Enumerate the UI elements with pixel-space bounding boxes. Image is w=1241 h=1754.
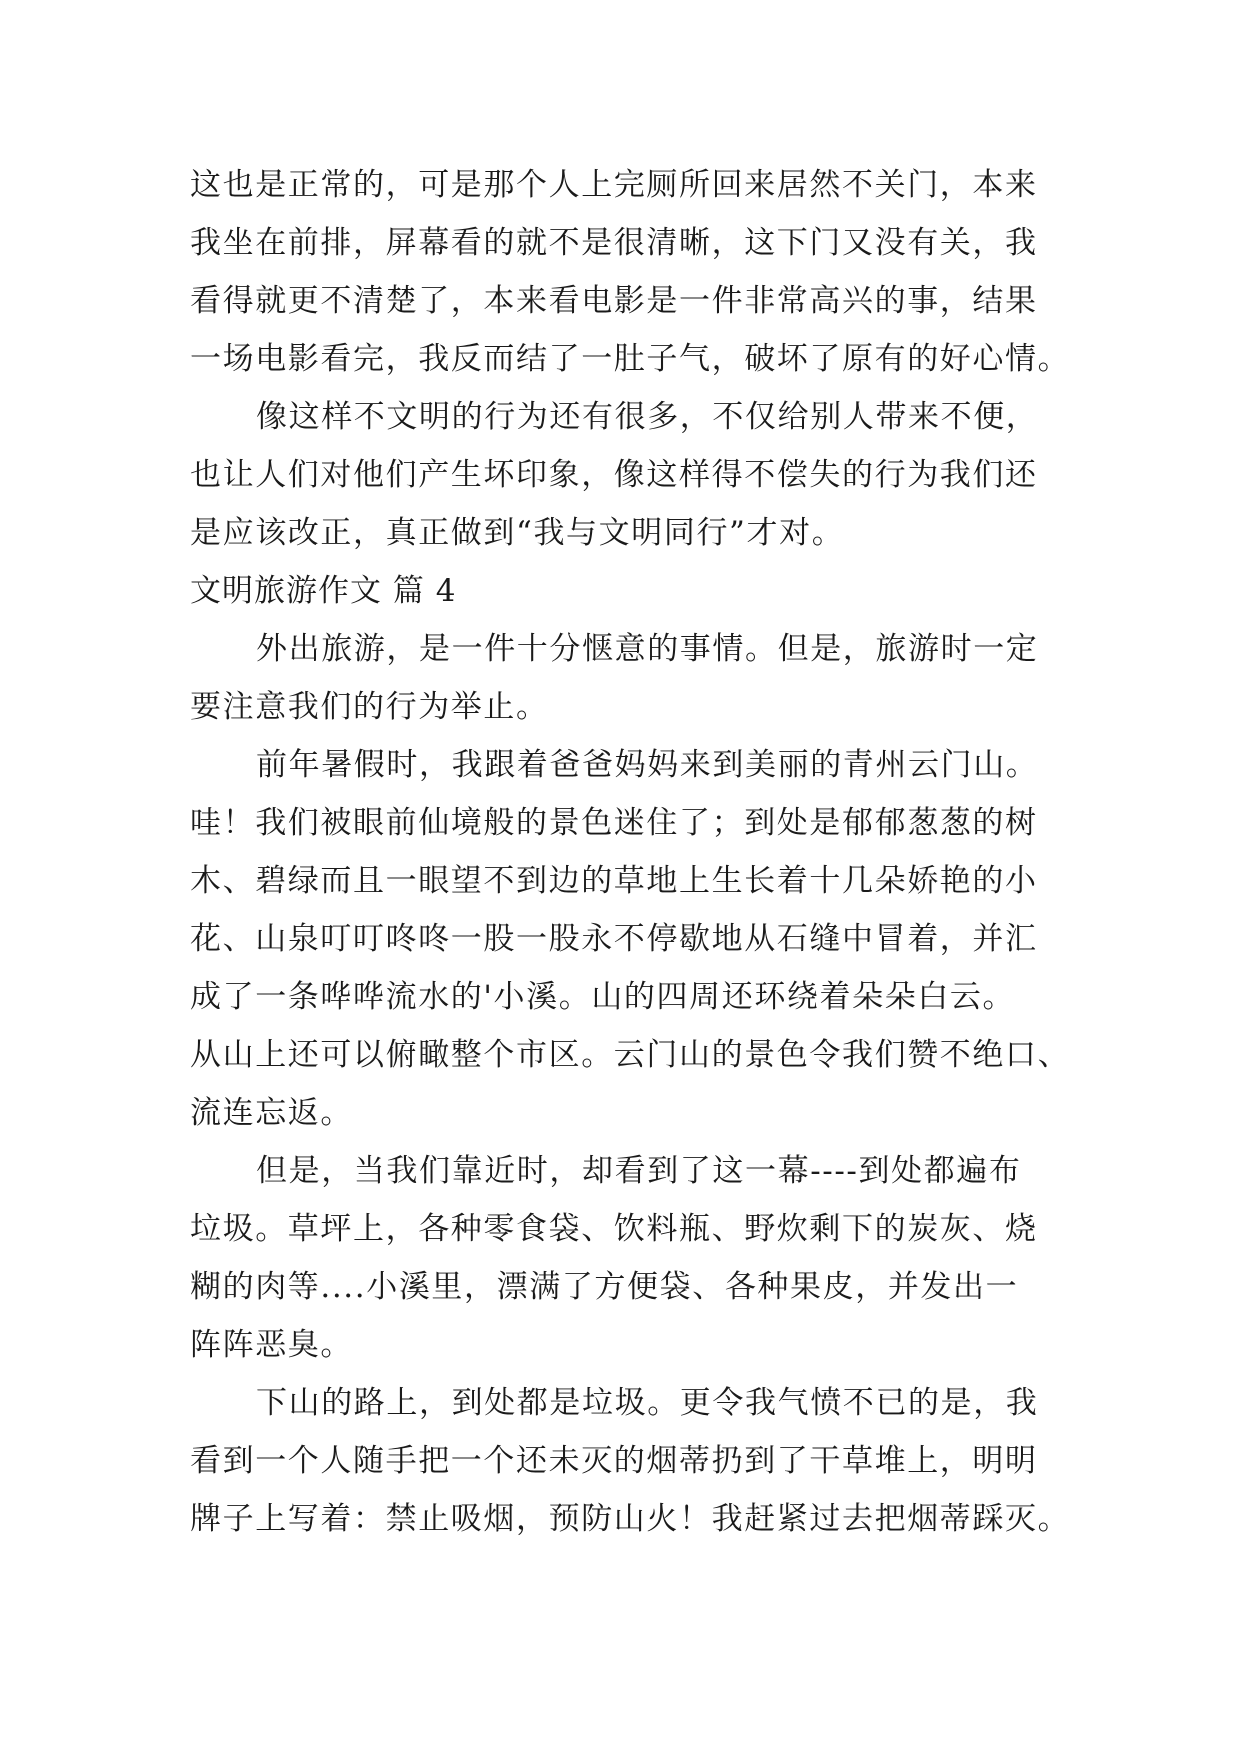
paragraph-start-line: 像这样不文明的行为还有很多，不仅给别人带来不便， (256, 399, 1039, 435)
text-line: 成了一条哗哗流水的'小溪。山的四周还环绕着朵朵白云。 (190, 979, 1016, 1015)
text-line: 看得就更不清楚了，本来看电影是一件非常高兴的事，结果 (190, 283, 1038, 319)
text-line: 花、山泉叮叮咚咚一股一股永不停歇地从石缝中冒着，并汇 (190, 921, 1038, 957)
text-line: 从山上还可以俯瞰整个市区。云门山的景色令我们赞不绝口、 (190, 1037, 1071, 1073)
text-line: 是应该改正，真正做到“我与文明同行”才对。 (190, 515, 845, 551)
document-body (190, 156, 1071, 1548)
paragraph-start-line: 外出旅游，是一件十分惬意的事情。但是，旅游时一定 (256, 631, 1039, 667)
paragraph-start-line: 前年暑假时，我跟着爸爸妈妈来到美丽的青州云门山。 (256, 747, 1039, 783)
text-line: 垃圾。草坪上，各种零食袋、饮料瓶、野炊剩下的炭灰、烧 (190, 1211, 1038, 1247)
paragraph-start-line: 但是，当我们靠近时，却看到了这一幕----到处都遍布 (256, 1153, 1022, 1189)
text-line: 牌子上写着：禁止吸烟，预防山火！我赶紧过去把烟蒂踩灭。 (190, 1501, 1071, 1537)
text-line: 流连忘返。 (190, 1095, 353, 1131)
text-line: 哇！我们被眼前仙境般的景色迷住了；到处是郁郁葱葱的树 (190, 805, 1038, 841)
text-line: 这也是正常的，可是那个人上完厕所回来居然不关门，本来 (190, 167, 1038, 203)
text-line: 也让人们对他们产生坏印象，像这样得不偿失的行为我们还 (190, 457, 1038, 493)
paragraph-start-line: 下山的路上，到处都是垃圾。更令我气愤不已的是，我 (256, 1385, 1039, 1421)
text-line: 木、碧绿而且一眼望不到边的草地上生长着十几朵娇艳的小 (190, 863, 1038, 899)
text-line: 我坐在前排，屏幕看的就不是很清晰，这下门又没有关，我 (190, 225, 1038, 261)
text-line: 阵阵恶臭。 (190, 1327, 353, 1363)
text-line: 一场电影看完，我反而结了一肚子气，破坏了原有的好心情。 (190, 341, 1071, 377)
text-line: 要注意我们的行为举止。 (190, 689, 549, 725)
text-line: 看到一个人随手把一个还未灭的烟蒂扔到了干草堆上，明明 (190, 1443, 1038, 1479)
section-heading: 文明旅游作文 篇 4 (190, 573, 457, 609)
text-line: 糊的肉等....小溪里，漂满了方便袋、各种果皮，并发出一 (190, 1269, 1019, 1305)
